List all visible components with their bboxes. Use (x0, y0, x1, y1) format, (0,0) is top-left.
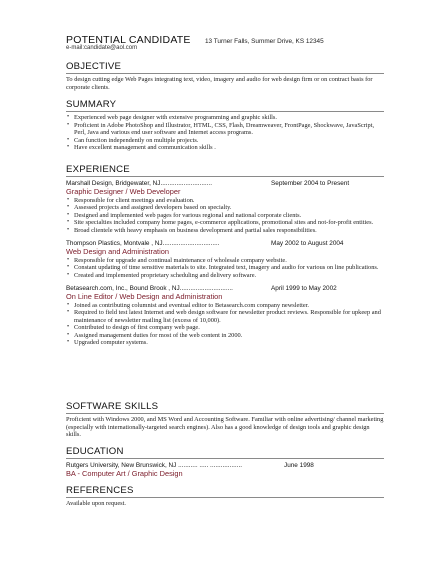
job-dates: September 2004 to Present (271, 180, 350, 187)
education-section (66, 446, 384, 479)
list-item: • Created and implemented proprietary scheduling and delivery software. (74, 272, 384, 280)
candidate-name: POTENTIAL CANDIDATE (66, 34, 191, 46)
list-item: • Have excellent management and communication skills . (74, 144, 384, 152)
list-item: • Assigned management duties for most of the web content in 2000. (74, 332, 384, 340)
job-role: On Line Editor / Web Design and Administration (66, 292, 223, 301)
job-role: Web Design and Administration (66, 247, 169, 256)
objective-text: To design cutting edge Web Pages integrating text, video, imagery and audio for web design firm or on contract basis for corporate clients. (66, 76, 373, 91)
software-skills-heading: SOFTWARE SKILLS (66, 401, 159, 412)
section-divider (66, 497, 384, 498)
job-company: Betasearch.com, Inc., Bound Brook , NJ.............................. (66, 285, 233, 292)
job-header (66, 285, 384, 293)
candidate-email[interactable]: e-mail:candidate@aol.com (66, 45, 138, 51)
list-item: • Contributed to design of first company web page. (74, 324, 384, 332)
candidate-address: 13 Turner Falls, Summer Drive, KS 12345 (205, 38, 324, 45)
job-role: Graphic Designer / Web Developer (66, 187, 181, 196)
list-item: • Broad clientele with heavy emphasis on business development and partial sales responsibilities. (74, 227, 384, 235)
section-divider (66, 458, 384, 459)
software-skills-section (66, 401, 384, 439)
job-dates: April 1999 to May 2002 (271, 285, 337, 292)
list-item: • Designed and implemented web pages for various regional and national corporate clients. (74, 212, 384, 220)
summary-section (66, 99, 384, 152)
job-duties (66, 197, 384, 235)
section-divider (66, 111, 384, 112)
references-section (66, 485, 384, 508)
summary-heading: SUMMARY (66, 99, 117, 110)
list-item: • Can function independently on multiple projects. (74, 137, 384, 145)
education-header (66, 462, 384, 470)
experience-section (66, 164, 384, 347)
references-heading: REFERENCES (66, 485, 134, 496)
list-item: • Constant updating of time sensitive materials to site. Integrated text, imagery and audio for various on line publications. (74, 264, 384, 272)
job-dates: May 2002 to August 2004 (271, 240, 344, 247)
list-item: • Proficient in Adobe PhotoShop and Illustrator, HTML, CSS, Flash, Dreamweaver, FrontPage, Shockwave, JavaScript, Perl, Java and various end user software and Internet access programs. (74, 122, 384, 137)
list-item: • Required to field test latest Internet and web design software for newsletter product reviews. Responsible for upkeep and maintenance of newsletter mailing list (excess of 10,000). (74, 309, 384, 324)
section-divider (66, 413, 384, 414)
software-skills-text: Proficient with Windows 2000, and MS Word and Accounting Software. Familiar with online advertising/ channel marketing (especially with internationally-targeted search engines). Also has a good knowledge of design tools and graphic design skills. (66, 416, 384, 439)
objective-heading: OBJECTIVE (66, 61, 122, 72)
list-item: • Upgraded computer systems. (74, 339, 384, 347)
education-date: June 1998 (284, 462, 314, 469)
job-duties (66, 257, 384, 280)
education-school: Rutgers University, New Brunswick, NJ ........... ..... .................. (66, 462, 243, 469)
job-header (66, 180, 384, 188)
section-divider (66, 73, 384, 74)
list-item: • Responsible for client meetings and evaluation. (74, 197, 384, 205)
education-degree: BA - Computer Art / Graphic Design (66, 469, 183, 478)
summary-list (66, 114, 384, 152)
list-item: • Joined as contributing columnist and eventual editor to Betasearch.com company newsletter. (74, 302, 384, 310)
job-company: Marshall Design, Bridgewater, NJ............................. (66, 180, 212, 187)
job-header (66, 240, 384, 248)
job-entry (66, 180, 384, 234)
job-entry (66, 240, 384, 279)
list-item: • Assessed projects and assigned developers based on specialty. (74, 204, 384, 212)
job-entry (66, 285, 384, 347)
job-duties (66, 302, 384, 347)
list-item: • Site specialties included company home pages, e-commerce applications, promotional sites and not-for-profit entities. (74, 219, 384, 227)
job-company: Thompson Plastics, Montvale , NJ................................ (66, 240, 220, 247)
list-item: • Responsible for upgrade and continual maintenance of wholesale company website. (74, 257, 384, 265)
references-text: Available upon request. (66, 500, 126, 507)
list-item: • Experienced web page designer with extensive programming and graphic skills. (74, 114, 384, 122)
section-divider (66, 176, 384, 177)
objective-section (66, 61, 384, 91)
education-heading: EDUCATION (66, 446, 124, 457)
experience-heading: EXPERIENCE (66, 164, 130, 175)
